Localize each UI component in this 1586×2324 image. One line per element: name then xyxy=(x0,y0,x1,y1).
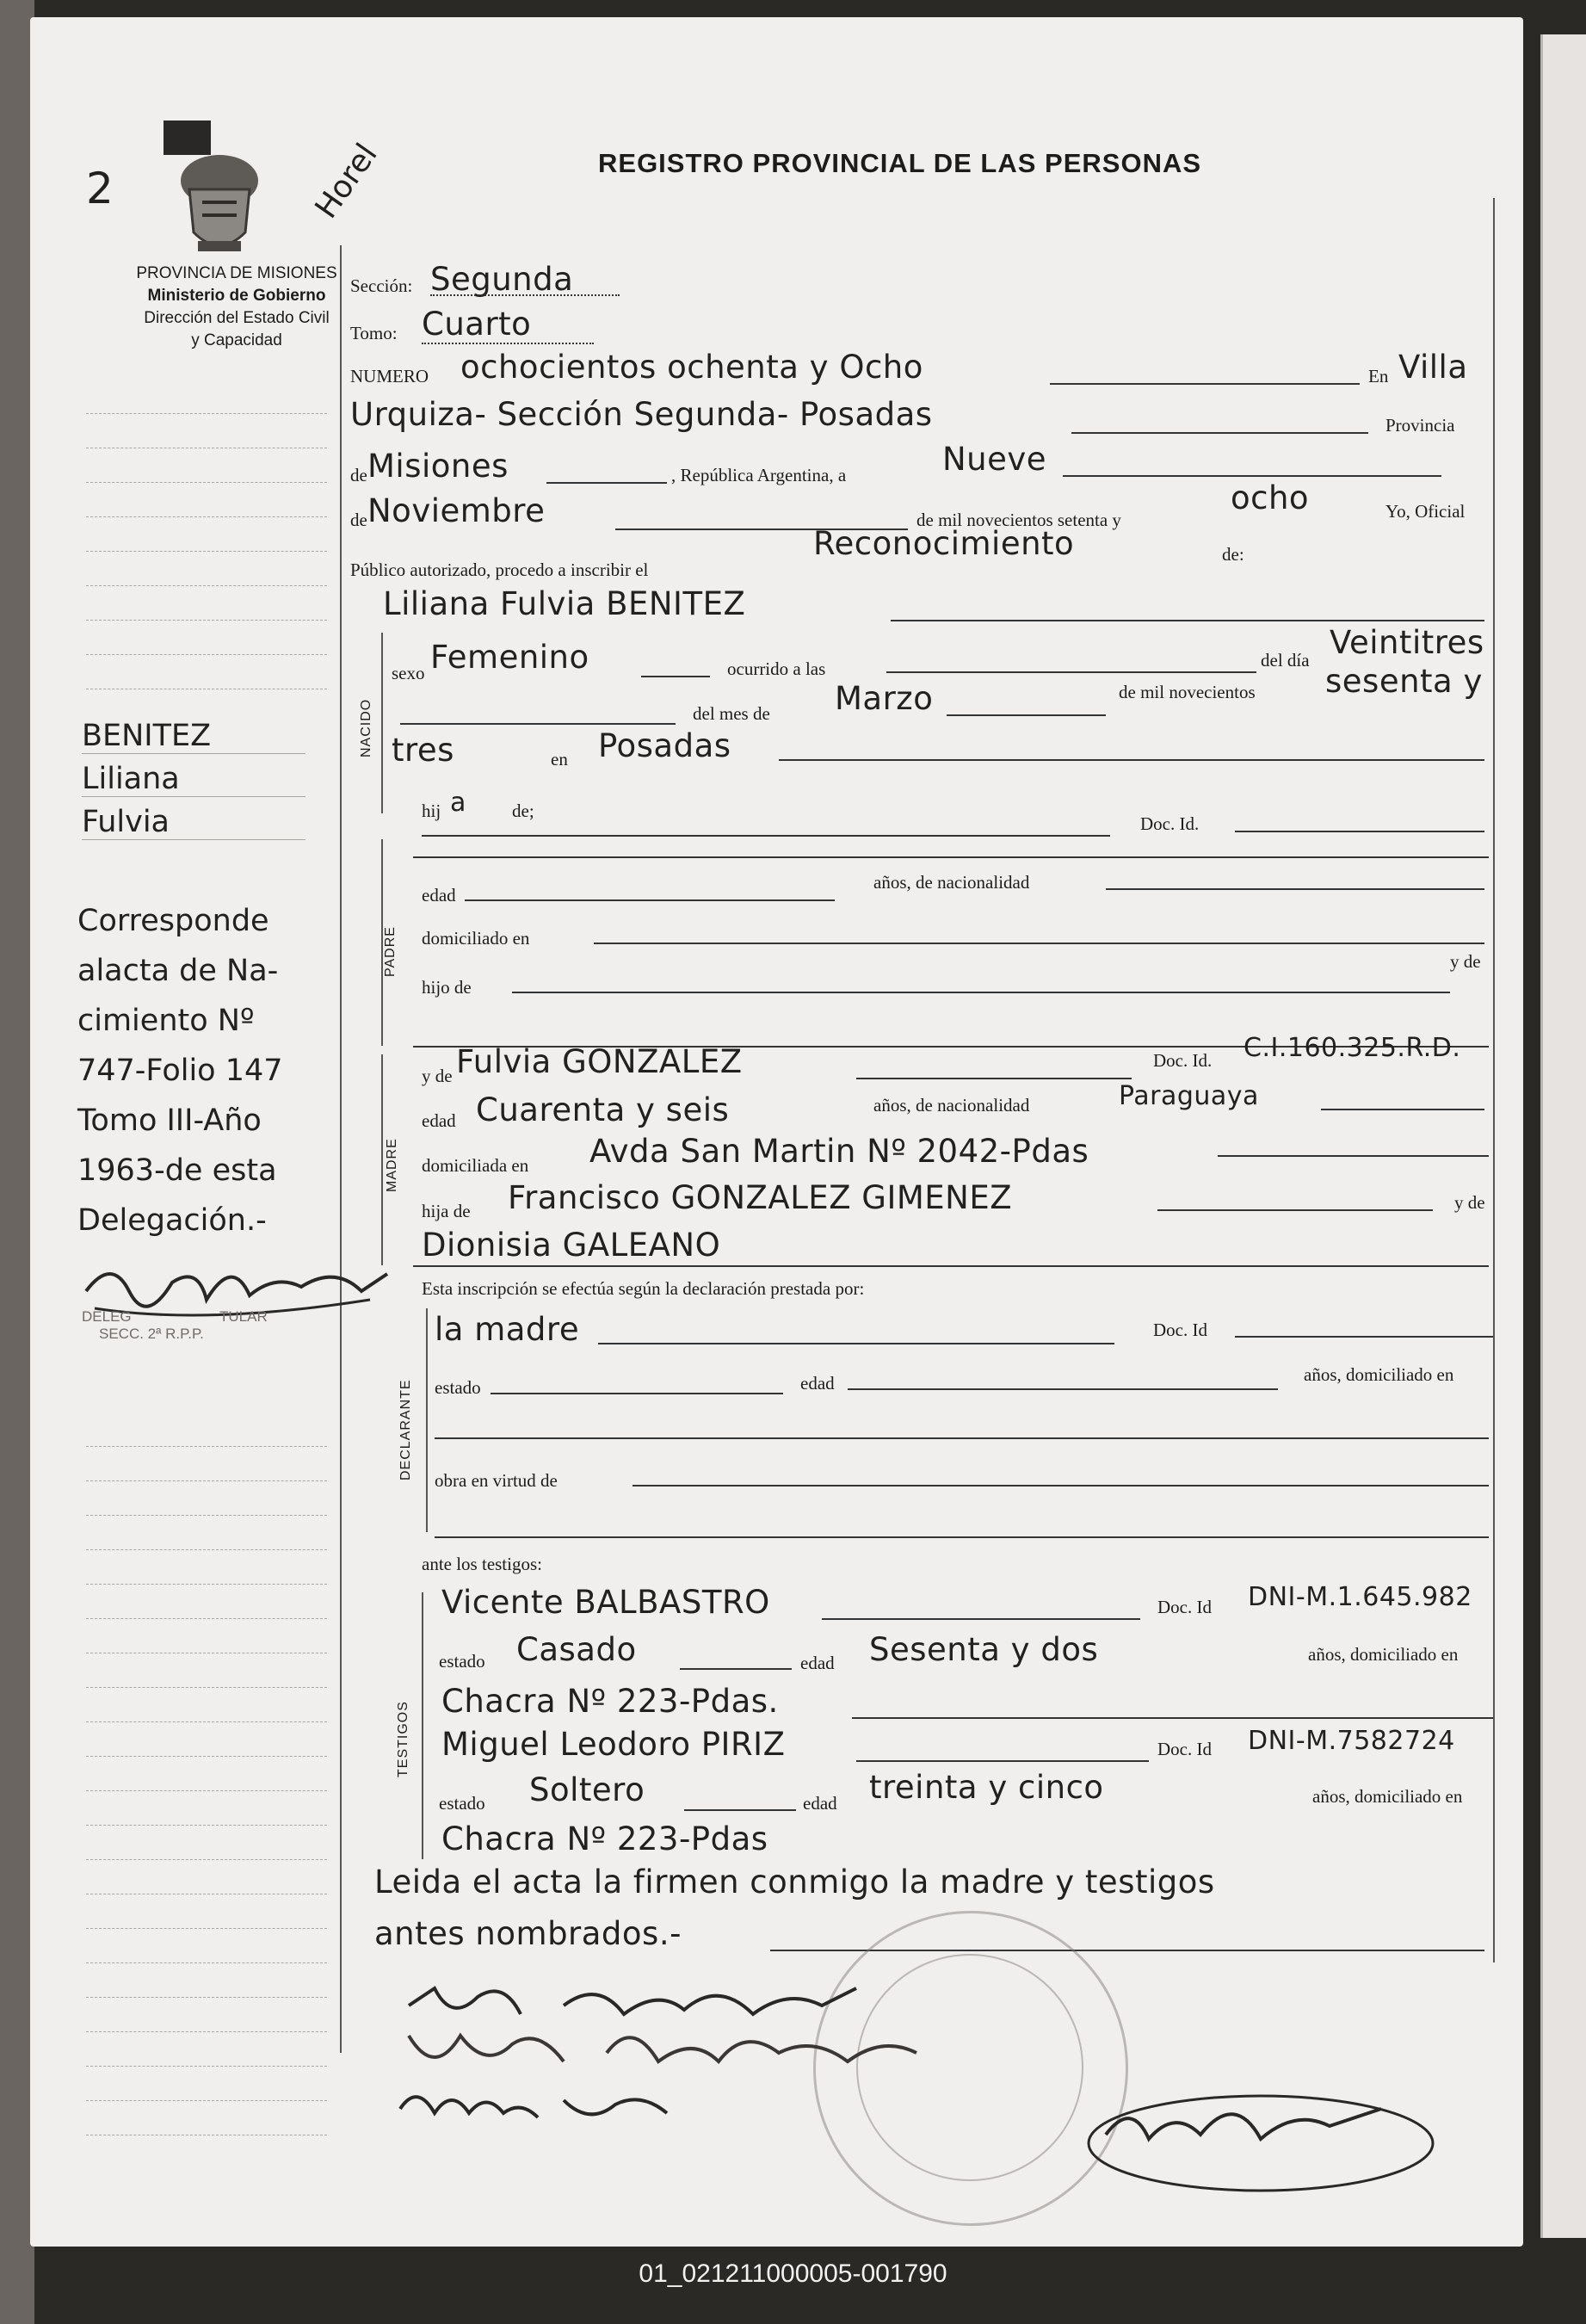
header-line-4: y Capacidad xyxy=(191,331,282,349)
document-page xyxy=(30,17,1523,2247)
corner-note: Horel xyxy=(308,137,385,226)
numero-value: ochocientos ochenta y Ocho xyxy=(460,349,923,386)
section-label-madre: MADRE xyxy=(385,1138,399,1192)
lugar-value-1: Villa xyxy=(1398,349,1468,386)
signature-official-image xyxy=(1071,2074,1450,2203)
anio-value: ocho xyxy=(1231,479,1310,516)
page-title: REGISTRO PROVINCIAL DE LAS PERSONAS xyxy=(598,148,1202,178)
sexo-label: sexo xyxy=(392,663,425,683)
testigo1-anos-dom-label: años, domiciliado en xyxy=(1308,1644,1459,1665)
section-label-nacido: NACIDO xyxy=(359,698,373,757)
domiciliado-label: domiciliado en xyxy=(422,928,530,949)
numero-label: NUMERO xyxy=(350,366,429,386)
hij-suffix-value: a xyxy=(450,788,466,818)
closing-line-1: Leida el acta la firmen conmigo la madre y testigos xyxy=(374,1864,1215,1901)
madre-nac-value: Paraguaya xyxy=(1119,1081,1259,1111)
madre-edad-value: Cuarenta y seis xyxy=(476,1091,730,1128)
ante-label: ante los testigos: xyxy=(422,1554,542,1574)
margin-note-line: 1963-de esta xyxy=(77,1153,277,1188)
margin-note-line: Delegación.- xyxy=(77,1203,267,1238)
hija-de-label: hija de xyxy=(422,1201,471,1221)
page-number: 2 xyxy=(86,164,114,213)
margin-stamp-line: TULAR xyxy=(219,1308,268,1325)
declarante-anos-dom-label: años, domiciliado en xyxy=(1304,1364,1454,1385)
seccion-value: Segunda xyxy=(430,261,574,298)
header-line-1: PROVINCIA DE MISIONES xyxy=(136,264,337,282)
testigo2-doc-label: Doc. Id xyxy=(1157,1739,1212,1759)
y-de-label: y de xyxy=(1450,951,1481,972)
declarante-estado-label: estado xyxy=(435,1377,481,1398)
testigo2-edad-label: edad xyxy=(803,1793,837,1814)
testigo2-anos-dom-label: años, domiciliado en xyxy=(1312,1786,1463,1807)
anio-nac-value-1: sesenta y xyxy=(1325,663,1483,700)
margin-note-line: Corresponde xyxy=(77,904,269,938)
testigo1-doc-value: DNI-M.1.645.982 xyxy=(1248,1582,1472,1612)
madre-nombre-value: Fulvia GONZALEZ xyxy=(456,1043,743,1080)
de-semicolon-label: de; xyxy=(512,800,534,821)
tomo-value: Cuarto xyxy=(422,306,532,343)
seccion-label: Sección: xyxy=(350,275,413,296)
del-mes-label: del mes de xyxy=(693,703,770,724)
margin-given-name-2: Fulvia xyxy=(82,805,170,839)
en-label: En xyxy=(1368,366,1389,386)
republica-label: , República Argentina, a xyxy=(671,465,847,485)
sexo-value: Femenino xyxy=(430,639,589,676)
testigo1-nombre-value: Vicente BALBASTRO xyxy=(441,1584,770,1621)
madre-anos-nac-label: años, de nacionalidad xyxy=(873,1095,1030,1116)
madre-y-de-label: y de xyxy=(1454,1192,1485,1213)
margin-note-line: cimiento Nº xyxy=(77,1004,255,1038)
declarante-value: la madre xyxy=(435,1311,580,1348)
next-page-edge xyxy=(1540,34,1586,2238)
tomo-label: Tomo: xyxy=(350,323,398,343)
provincia-label: Provincia xyxy=(1385,415,1455,436)
main-frame-left xyxy=(340,245,342,2053)
margin-note-line: 747-Folio 147 xyxy=(77,1054,283,1088)
en-lower-label: en xyxy=(551,749,568,770)
anio-nac-value-2: tres xyxy=(392,732,454,769)
de-label: de xyxy=(350,465,367,485)
testigo2-doc-value: DNI-M.7582724 xyxy=(1248,1726,1455,1756)
hijo-de-label: hijo de xyxy=(422,977,472,998)
margin-stamp-line: SECC. 2ª R.P.P. xyxy=(99,1326,204,1342)
testigo2-estado-label: estado xyxy=(439,1793,485,1814)
dia-value: Nueve xyxy=(942,441,1047,478)
margin-note-line: Tomo III-Año xyxy=(77,1103,262,1138)
section-label-testigos: TESTIGOS xyxy=(396,1701,410,1777)
mes-value: Noviembre xyxy=(367,492,546,529)
section-label-declarante: DECLARANTE xyxy=(398,1379,413,1480)
testigo1-dom-value: Chacra Nº 223-Pdas. xyxy=(441,1683,779,1720)
testigo2-estado-value: Soltero xyxy=(529,1771,645,1808)
header-line-3: Dirección del Estado Civil xyxy=(144,309,330,327)
provincia-value: Misiones xyxy=(367,448,509,485)
de-label-2: de xyxy=(350,510,367,530)
doc-id-label: Doc. Id. xyxy=(1140,813,1200,834)
madre-madre-value: Dionisia GALEANO xyxy=(422,1227,721,1264)
anos-nac-label: años, de nacionalidad xyxy=(873,872,1030,893)
de-mil-nov-label: de mil novecientos xyxy=(1119,682,1256,702)
nombre-value: Liliana Fulvia BENITEZ xyxy=(383,585,746,622)
scan-caption: 01_021211000005-001790 xyxy=(639,2259,947,2288)
margin-stamp xyxy=(82,1308,268,1343)
declarante-edad-label: edad xyxy=(800,1373,835,1394)
inscripcion-label: Esta inscripción se efectúa según la declaración prestada por: xyxy=(422,1278,865,1299)
de-colon-label: de: xyxy=(1222,544,1244,565)
testigo1-edad-label: edad xyxy=(800,1653,835,1673)
margin-given-name-1: Liliana xyxy=(82,762,180,796)
lugar-nac-value: Posadas xyxy=(598,727,731,764)
declarante-doc-label: Doc. Id xyxy=(1153,1320,1207,1340)
scanner-frame xyxy=(0,0,34,2324)
madre-dom-value: Avda San Martin Nº 2042-Pdas xyxy=(589,1133,1089,1170)
mes-nac-value: Marzo xyxy=(835,680,934,717)
closing-line-2: antes nombrados.- xyxy=(374,1915,682,1952)
madre-doc-label: Doc. Id. xyxy=(1153,1050,1213,1071)
ocurrido-label: ocurrido a las xyxy=(727,658,826,679)
testigo1-edad-value: Sesenta y dos xyxy=(869,1631,1099,1668)
testigo2-dom-value: Chacra Nº 223-Pdas xyxy=(441,1820,768,1857)
testigo2-nombre-value: Miguel Leodoro PIRIZ xyxy=(441,1726,786,1763)
testigo1-doc-label: Doc. Id xyxy=(1157,1597,1212,1617)
domiciliada-label: domiciliada en xyxy=(422,1155,529,1176)
coat-of-arms-icon xyxy=(155,121,267,258)
testigo2-edad-value: treinta y cinco xyxy=(869,1769,1104,1806)
signature-witness2-image xyxy=(392,2066,684,2143)
section-label-padre: PADRE xyxy=(383,926,398,977)
yo-oficial-label: Yo, Oficial xyxy=(1385,501,1466,522)
margin-stamp-line: DELEG xyxy=(82,1308,132,1325)
y-de-madre-label: y de xyxy=(422,1066,453,1086)
issuing-authority xyxy=(108,263,366,352)
edad-label: edad xyxy=(422,885,456,905)
header-line-2: Ministerio de Gobierno xyxy=(147,287,326,305)
testigo1-estado-value: Casado xyxy=(516,1631,637,1668)
testigo1-estado-label: estado xyxy=(439,1651,485,1672)
del-dia-label: del día xyxy=(1261,650,1310,671)
main-frame-right xyxy=(1493,198,1495,1962)
de-mil-label: de mil novecientos setenta y xyxy=(916,510,1121,530)
madre-edad-label: edad xyxy=(422,1110,456,1131)
lugar-value-2: Urquiza- Sección Segunda- Posadas xyxy=(350,396,933,433)
margin-note-line: alacta de Na- xyxy=(77,954,279,988)
madre-doc-value: C.I.160.325.R.D. xyxy=(1243,1033,1461,1063)
obra-label: obra en virtud de xyxy=(435,1470,558,1491)
dia-nac-value: Veintitres xyxy=(1330,624,1484,661)
madre-padre-value: Francisco GONZALEZ GIMENEZ xyxy=(508,1179,1013,1216)
acto-value: Reconocimiento xyxy=(813,525,1075,562)
margin-surname: BENITEZ xyxy=(82,719,212,753)
publico-label: Público autorizado, procedo a inscribir el xyxy=(350,559,649,580)
hij-label: hij xyxy=(422,800,441,821)
